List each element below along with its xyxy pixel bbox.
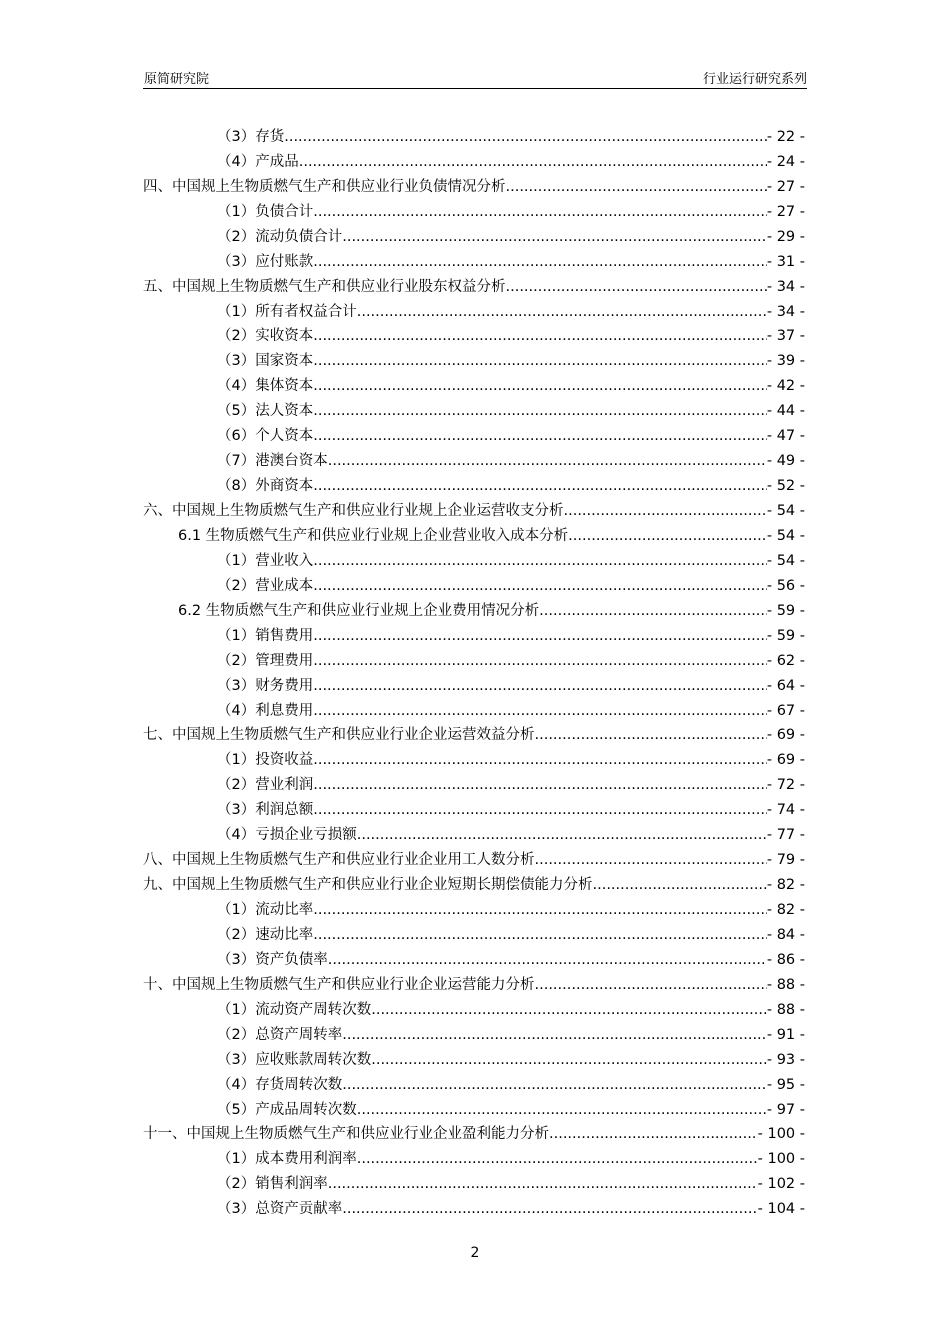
toc-entry-title: 七、中国规上生物质燃气生产和供应业行业企业运营效益分析: [143, 727, 535, 744]
toc-entry[interactable]: [143, 649, 805, 674]
toc-dot-leader: [313, 649, 767, 674]
toc-dot-leader: [357, 1098, 767, 1123]
toc-entry[interactable]: [143, 574, 805, 599]
toc-dot-leader: [564, 499, 767, 524]
toc-entry[interactable]: [143, 1023, 805, 1048]
toc-entry-title: （2）总资产周转率: [217, 1026, 343, 1043]
toc-entry-title: （5）产成品周转次数: [217, 1101, 357, 1118]
toc-entry-page: - 77 -: [766, 827, 805, 844]
toc-entry-title: （1）营业收入: [217, 552, 314, 569]
toc-entry-title: （1）所有者权益合计: [217, 303, 357, 320]
toc-dot-leader: [313, 798, 767, 823]
toc-entry[interactable]: [143, 374, 805, 399]
toc-entry-title: （2）速动比率: [217, 926, 314, 943]
toc-dot-leader: [593, 873, 767, 898]
toc-dot-leader: [535, 723, 767, 748]
toc-entry-title: （1）成本费用利润率: [217, 1151, 357, 1168]
toc-entry[interactable]: [143, 1172, 805, 1197]
page-number: 2: [470, 1245, 480, 1261]
toc-entry-title: （4）存货周转次数: [217, 1076, 343, 1093]
toc-entry-title: （2）实收资本: [217, 328, 314, 345]
toc-dot-leader: [313, 923, 767, 948]
toc-entry-title: （3）应付账款: [217, 253, 314, 270]
toc-entry-page: - 27 -: [766, 178, 805, 195]
toc-dot-leader: [313, 424, 767, 449]
toc-entry-page: - 74 -: [766, 802, 805, 819]
toc-entry-title: （8）外商资本: [217, 478, 314, 495]
toc-dot-leader: [313, 674, 767, 699]
toc-entry[interactable]: [143, 524, 805, 549]
toc-dot-leader: [299, 150, 767, 175]
toc-entry[interactable]: [143, 624, 805, 649]
toc-entry-title: （3）利润总额: [217, 802, 314, 819]
toc-entry[interactable]: [143, 699, 805, 724]
toc-entry[interactable]: [143, 399, 805, 424]
toc-entry-page: - 93 -: [766, 1051, 805, 1068]
toc-entry-title: （3）资产负债率: [217, 951, 328, 968]
toc-entry[interactable]: [143, 1197, 805, 1222]
toc-dot-leader: [506, 275, 767, 300]
toc-entry-page: - 59 -: [766, 602, 805, 619]
toc-entry[interactable]: [143, 549, 805, 574]
toc-entry-page: - 91 -: [766, 1026, 805, 1043]
toc-entry[interactable]: [143, 175, 805, 200]
header-org-name: 原简研究院: [144, 72, 210, 87]
toc-dot-leader: [328, 1172, 758, 1197]
toc-entry[interactable]: [143, 848, 805, 873]
toc-entry-title: （3）国家资本: [217, 353, 314, 370]
toc-entry-title: 五、中国规上生物质燃气生产和供应业行业股东权益分析: [143, 278, 506, 295]
toc-entry-page: - 67 -: [766, 702, 805, 719]
toc-entry[interactable]: [143, 1147, 805, 1172]
toc-entry-page: - 29 -: [766, 228, 805, 245]
toc-entry[interactable]: [143, 873, 805, 898]
toc-entry-page: - 69 -: [766, 727, 805, 744]
toc-entry-page: - 79 -: [766, 852, 805, 869]
toc-dot-leader: [328, 948, 767, 973]
toc-dot-leader: [357, 823, 767, 848]
toc-entry[interactable]: [143, 449, 805, 474]
toc-dot-leader: [568, 524, 767, 549]
toc-entry[interactable]: [143, 923, 805, 948]
toc-dot-leader: [313, 324, 767, 349]
toc-entry-page: - 100 -: [757, 1126, 805, 1143]
toc-entry-title: 6.2 生物质燃气生产和供应业行业规上企业费用情况分析: [178, 602, 540, 619]
toc-entry-title: （2）管理费用: [217, 652, 314, 669]
toc-entry-page: - 104 -: [757, 1201, 805, 1218]
toc-entry-page: - 37 -: [766, 328, 805, 345]
toc-entry[interactable]: [143, 349, 805, 374]
toc-entry[interactable]: [143, 1073, 805, 1098]
table-of-contents: [143, 125, 805, 1222]
toc-entry-page: - 88 -: [766, 1001, 805, 1018]
toc-dot-leader: [539, 599, 767, 624]
toc-entry-page: - 102 -: [757, 1176, 805, 1193]
toc-entry-page: - 31 -: [766, 253, 805, 270]
toc-entry-page: - 49 -: [766, 453, 805, 470]
toc-entry[interactable]: [143, 300, 805, 325]
toc-dot-leader: [342, 1073, 767, 1098]
toc-dot-leader: [313, 474, 767, 499]
toc-entry[interactable]: [143, 125, 805, 150]
toc-entry-page: - 82 -: [766, 877, 805, 894]
toc-entry-page: - 22 -: [766, 128, 805, 145]
toc-dot-leader: [313, 200, 767, 225]
header-series-name: 行业运行研究系列: [702, 72, 807, 87]
toc-entry[interactable]: [143, 724, 805, 749]
toc-entry-page: - 59 -: [766, 627, 805, 644]
toc-dot-leader: [313, 773, 767, 798]
toc-entry[interactable]: [143, 275, 805, 300]
toc-entry-page: - 44 -: [766, 403, 805, 420]
toc-entry[interactable]: [143, 773, 805, 798]
toc-entry-title: （1）投资收益: [217, 752, 314, 769]
toc-entry[interactable]: [143, 250, 805, 275]
toc-entry-title: （4）利息费用: [217, 702, 314, 719]
page-header: [143, 66, 807, 89]
toc-entry[interactable]: [143, 1048, 805, 1073]
toc-entry-page: - 82 -: [766, 902, 805, 919]
toc-entry[interactable]: [143, 898, 805, 923]
toc-entry-title: （2）营业成本: [217, 577, 314, 594]
toc-dot-leader: [313, 748, 767, 773]
toc-entry-page: - 54 -: [766, 527, 805, 544]
toc-dot-leader: [357, 1147, 758, 1172]
toc-entry-page: - 54 -: [766, 503, 805, 520]
toc-entry-title: 六、中国规上生物质燃气生产和供应业行业规上企业运营收支分析: [143, 503, 564, 520]
toc-entry[interactable]: [143, 1123, 805, 1148]
toc-entry[interactable]: [143, 474, 805, 499]
toc-entry-title: （2）营业利润: [217, 777, 314, 794]
toc-entry[interactable]: [143, 674, 805, 699]
toc-entry-page: - 27 -: [766, 203, 805, 220]
toc-dot-leader: [313, 374, 767, 399]
toc-entry[interactable]: [143, 225, 805, 250]
toc-dot-leader: [313, 624, 767, 649]
toc-dot-leader: [506, 175, 767, 200]
toc-dot-leader: [284, 125, 767, 150]
toc-dot-leader: [313, 699, 767, 724]
toc-entry-title: （3）财务费用: [217, 677, 314, 694]
toc-entry-page: - 24 -: [766, 153, 805, 170]
toc-entry-page: - 84 -: [766, 926, 805, 943]
toc-entry[interactable]: [143, 150, 805, 175]
toc-entry[interactable]: [143, 823, 805, 848]
toc-entry-page: - 39 -: [766, 353, 805, 370]
toc-entry-title: （2）流动负债合计: [217, 228, 343, 245]
toc-entry-page: - 54 -: [766, 552, 805, 569]
toc-entry-title: （4）亏损企业亏损额: [217, 827, 357, 844]
toc-entry-page: - 34 -: [766, 278, 805, 295]
toc-dot-leader: [549, 1122, 758, 1147]
toc-entry-page: - 100 -: [757, 1151, 805, 1168]
toc-entry-page: - 62 -: [766, 652, 805, 669]
toc-dot-leader: [342, 1023, 767, 1048]
toc-entry-title: （3）应收账款周转次数: [217, 1051, 372, 1068]
toc-entry-title: 九、中国规上生物质燃气生产和供应业行业企业短期长期偿债能力分析: [143, 877, 593, 894]
toc-entry-title: 四、中国规上生物质燃气生产和供应业行业负债情况分析: [143, 178, 506, 195]
toc-dot-leader: [313, 898, 767, 923]
toc-entry-title: 6.1 生物质燃气生产和供应业行业规上企业营业收入成本分析: [178, 527, 569, 544]
toc-entry-title: 十一、中国规上生物质燃气生产和供应业行业企业盈利能力分析: [143, 1126, 549, 1143]
toc-dot-leader: [535, 973, 767, 998]
toc-entry-page: - 88 -: [766, 976, 805, 993]
toc-dot-leader: [342, 1197, 757, 1222]
toc-entry[interactable]: [143, 973, 805, 998]
toc-dot-leader: [371, 1048, 767, 1073]
toc-entry-page: - 47 -: [766, 428, 805, 445]
toc-dot-leader: [313, 549, 767, 574]
toc-entry[interactable]: [143, 599, 805, 624]
toc-entry-page: - 52 -: [766, 478, 805, 495]
toc-entry-title: （1）负债合计: [217, 203, 314, 220]
toc-entry-page: - 86 -: [766, 951, 805, 968]
toc-dot-leader: [313, 349, 767, 374]
toc-entry-title: （3）存货: [217, 128, 285, 145]
toc-entry[interactable]: [143, 948, 805, 973]
toc-entry-page: - 34 -: [766, 303, 805, 320]
toc-entry-title: （4）集体资本: [217, 378, 314, 395]
toc-entry-page: - 97 -: [766, 1101, 805, 1118]
toc-dot-leader: [535, 848, 767, 873]
toc-entry-title: （3）总资产贡献率: [217, 1201, 343, 1218]
toc-entry-title: 八、中国规上生物质燃气生产和供应业行业企业用工人数分析: [143, 852, 535, 869]
toc-entry-page: - 95 -: [766, 1076, 805, 1093]
toc-entry[interactable]: [143, 200, 805, 225]
toc-entry-page: - 56 -: [766, 577, 805, 594]
toc-dot-leader: [313, 250, 767, 275]
toc-entry-page: - 69 -: [766, 752, 805, 769]
toc-entry[interactable]: [143, 748, 805, 773]
toc-entry-page: - 64 -: [766, 677, 805, 694]
toc-entry[interactable]: [143, 325, 805, 350]
toc-entry-title: （1）流动比率: [217, 902, 314, 919]
toc-entry-title: （2）销售利润率: [217, 1176, 328, 1193]
toc-entry-title: （1）销售费用: [217, 627, 314, 644]
toc-entry[interactable]: [143, 424, 805, 449]
toc-entry-page: - 72 -: [766, 777, 805, 794]
toc-entry[interactable]: [143, 798, 805, 823]
toc-entry-title: （4）产成品: [217, 153, 299, 170]
toc-entry-title: （6）个人资本: [217, 428, 314, 445]
toc-dot-leader: [313, 399, 767, 424]
toc-entry-title: （5）法人资本: [217, 403, 314, 420]
toc-entry-title: 十、中国规上生物质燃气生产和供应业行业企业运营能力分析: [143, 976, 535, 993]
toc-entry-page: - 42 -: [766, 378, 805, 395]
toc-dot-leader: [342, 225, 767, 250]
toc-dot-leader: [313, 574, 767, 599]
toc-entry[interactable]: [143, 499, 805, 524]
toc-entry[interactable]: [143, 998, 805, 1023]
toc-entry-title: （7）港澳台资本: [217, 453, 328, 470]
toc-entry-title: （1）流动资产周转次数: [217, 1001, 372, 1018]
toc-dot-leader: [357, 300, 767, 325]
toc-entry[interactable]: [143, 1098, 805, 1123]
toc-dot-leader: [371, 998, 767, 1023]
toc-dot-leader: [328, 449, 767, 474]
